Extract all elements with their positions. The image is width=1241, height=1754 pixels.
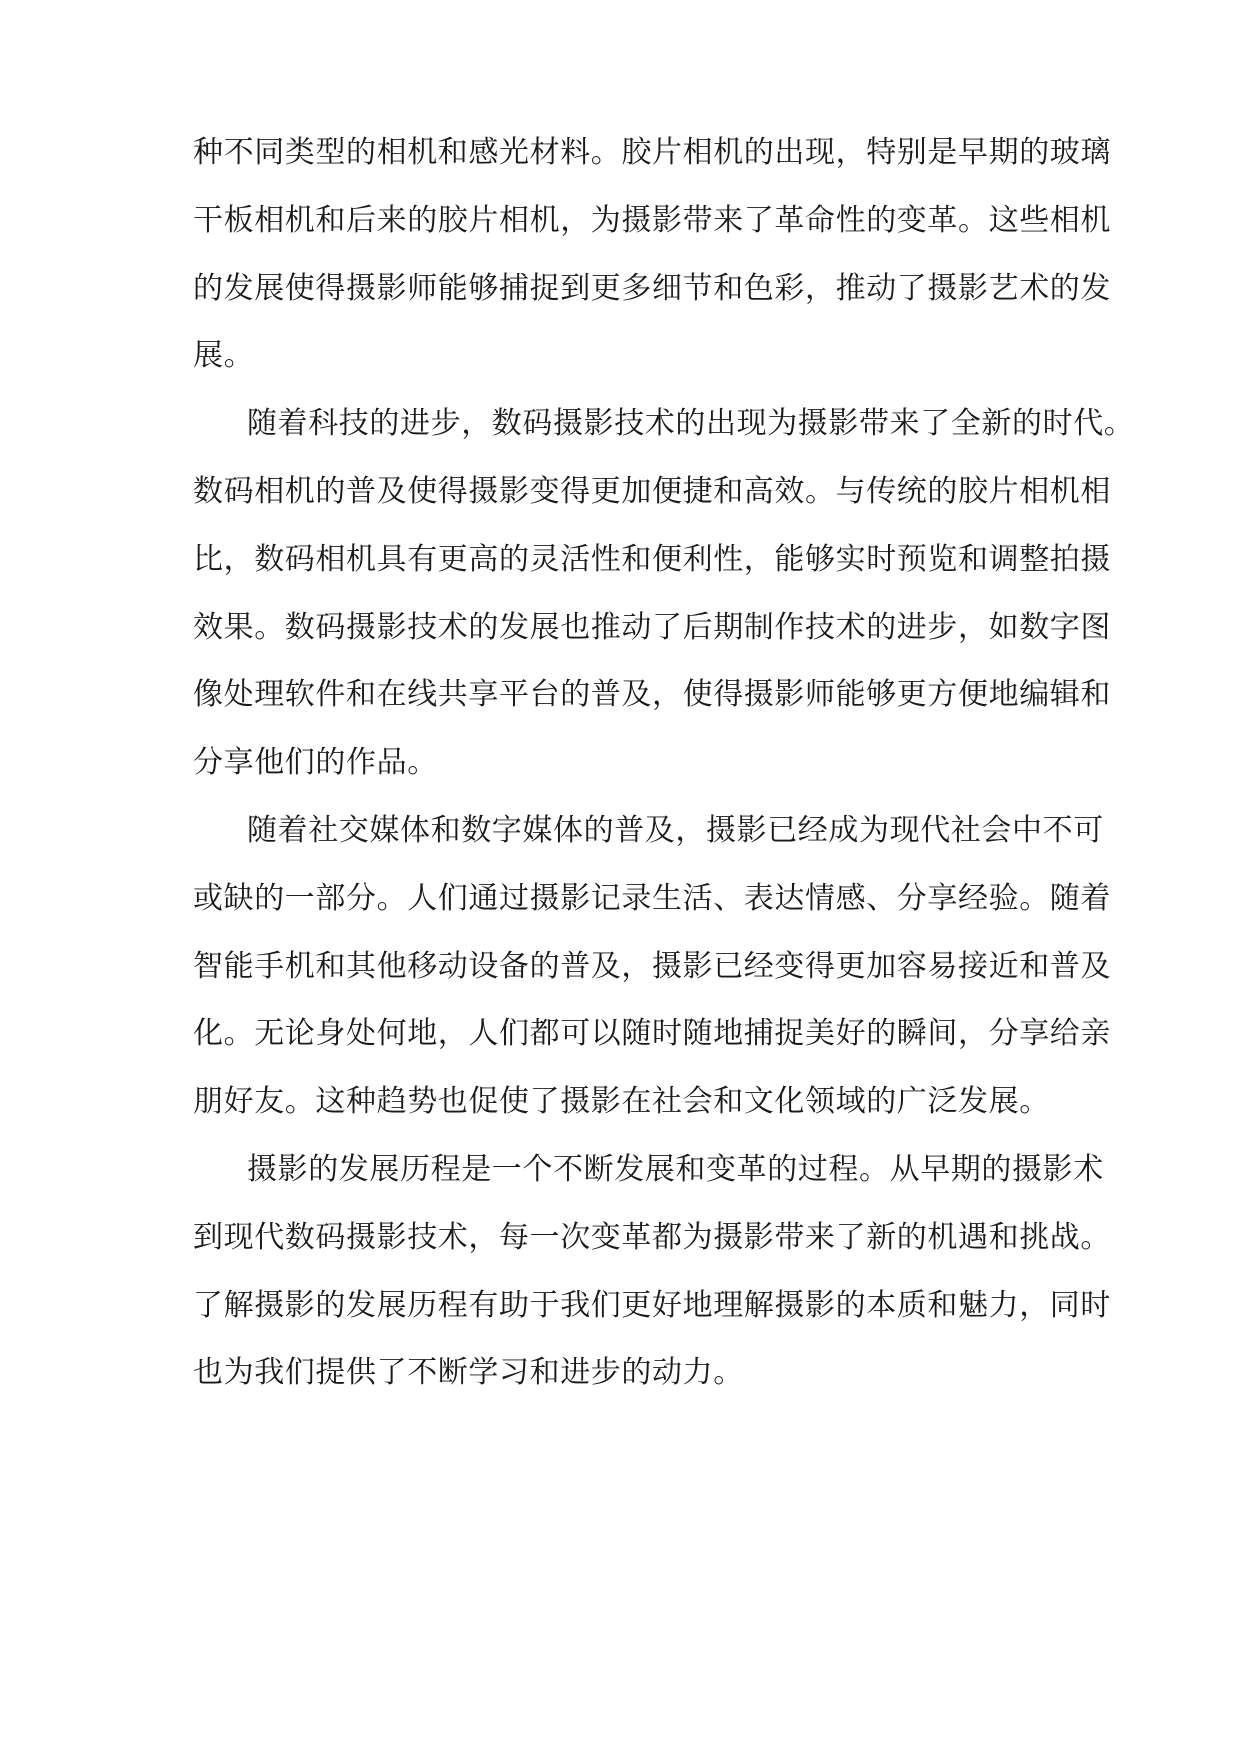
text-line: 或缺的一部分。人们通过摄影记录生活、表达情感、分享经验。随着 bbox=[193, 881, 1111, 916]
paragraph-first-line: 随着社交媒体和数字媒体的普及，摄影已经成为现代社会中不可 bbox=[247, 813, 1104, 848]
text-line: 也为我们提供了不断学习和进步的动力。 bbox=[193, 1355, 744, 1390]
text-line: 的发展使得摄影师能够捕捉到更多细节和色彩，推动了摄影艺术的发 bbox=[193, 271, 1111, 306]
text-line: 朋好友。这种趋势也促使了摄影在社会和文化领域的广泛发展。 bbox=[193, 1084, 1050, 1119]
paragraph-first-line: 摄影的发展历程是一个不断发展和变革的过程。从早期的摄影术 bbox=[247, 1152, 1104, 1187]
paragraph-first-line: 随着科技的进步，数码摄影技术的出现为摄影带来了全新的时代。 bbox=[247, 406, 1135, 441]
text-line: 像处理软件和在线共享平台的普及，使得摄影师能够更方便地编辑和 bbox=[193, 677, 1111, 712]
text-line: 效果。数码摄影技术的发展也推动了后期制作技术的进步，如数字图 bbox=[193, 610, 1111, 645]
text-line: 到现代数码摄影技术，每一次变革都为摄影带来了新的机遇和挑战。 bbox=[193, 1220, 1111, 1255]
text-line: 干板相机和后来的胶片相机，为摄影带来了革命性的变革。这些相机 bbox=[193, 203, 1111, 238]
text-line: 展。 bbox=[193, 338, 255, 373]
text-line: 了解摄影的发展历程有助于我们更好地理解摄影的本质和魅力，同时 bbox=[193, 1288, 1111, 1323]
text-line: 比，数码相机具有更高的灵活性和便利性，能够实时预览和调整拍摄 bbox=[193, 542, 1111, 577]
text-line: 智能手机和其他移动设备的普及，摄影已经变得更加容易接近和普及 bbox=[193, 949, 1111, 984]
text-line: 分享他们的作品。 bbox=[193, 745, 438, 780]
text-line: 数码相机的普及使得摄影变得更加便捷和高效。与传统的胶片相机相 bbox=[193, 474, 1111, 509]
text-line: 种不同类型的相机和感光材料。胶片相机的出现，特别是早期的玻璃 bbox=[193, 135, 1111, 170]
text-line: 化。无论身处何地，人们都可以随时随地捕捉美好的瞬间，分享给亲 bbox=[193, 1016, 1111, 1051]
